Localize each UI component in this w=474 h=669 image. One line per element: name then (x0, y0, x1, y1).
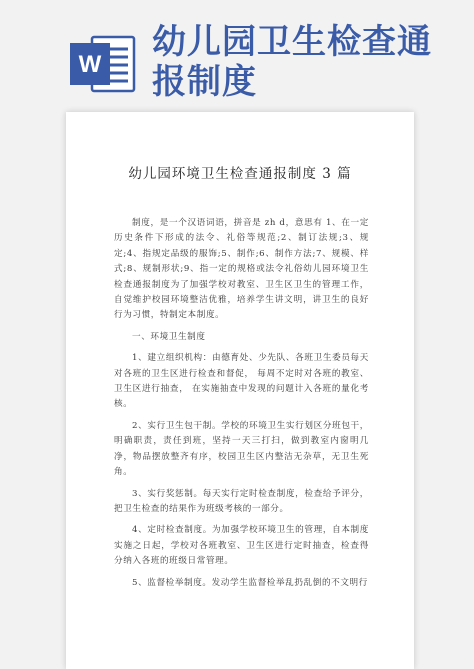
header-banner (0, 0, 474, 112)
paragraph-item-4: 4、定时检查制度。为加强学校环境卫生的管理，自本制度实施之日起，学校对各班教室、卫生区进行定时抽查，检查得分纳入各班的班级日常管理。 (114, 525, 369, 567)
svg-text:W: W (78, 51, 102, 78)
word-doc-icon (66, 33, 140, 95)
document-page (66, 112, 414, 669)
document-title: 幼儿园环境卫生检查通报制度 3 篇 (128, 166, 352, 182)
paragraph-item-2: 2、实行卫生包干制。学校的环境卫生实行划区分班包干，明确职责，责任到班，坚持一天三打扫，做到教室内窗明几净，物品摆放整齐有序，校园卫生区内整洁无杂草，无卫生死角。 (114, 420, 369, 478)
paragraph-item-3: 3、实行奖惩制。每天实行定时检查制度，检查给予评分，把卫生检查的结果作为班级考核的一部分。 (114, 488, 369, 514)
section-heading: 一、环境卫生制度 (132, 331, 206, 342)
paragraph-item-5: 5、监督检举制度。发动学生监督检举乱扔乱倒的不文明行 (132, 577, 368, 588)
document-body (114, 216, 369, 597)
header-title: 幼儿园卫生检查通报制度 (152, 22, 432, 102)
paragraph-item-1: 1、建立组织机构：由德育处、少先队、各班卫生委员每天对各班的卫生区进行检查和督促， 每周不定时对各班的教室、卫生区进行抽查， 在实施抽查中发现的问题计入各班的量化考核。 (114, 353, 369, 410)
paragraph-intro: 制度，是一个汉语词语，拼音是 zh d，意思有 1、在一定历史条件下形成的法令、礼俗等规范;2、制订法规;3、规定;4、指规定品级的服饰;5、制作;6、制作方法;7、规模、样式;8、规制形状;9、指一定的规格或法令礼俗幼儿园环境卫生检查通报制度为了加强学校对教室、卫生区卫生的管理工作，自觉维护校园环境整洁优雅，培养学生讲文明，讲卫生的良好行为习惯，特制定本制度。 (114, 218, 369, 321)
